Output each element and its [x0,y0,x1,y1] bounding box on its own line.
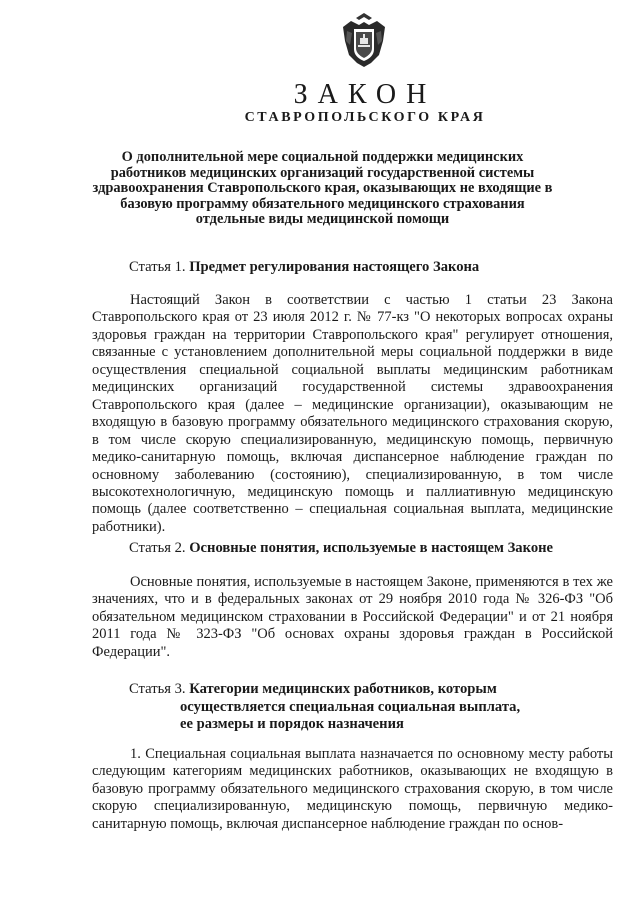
article-1-name: Предмет регулирования настоящего Закона [189,259,480,275]
article-3-name-line-1: Категории медицинских работников, которым [189,681,497,697]
article-3-heading [129,681,520,734]
law-heading: О дополнительной мере социальной поддержки медицинских работников медицинских организаций государственной системы здравоохранения Ставропольского края, оказывающих не входящие в базовую программу обязательного медицинского страхования отдельные виды медицинской помощи [92,149,553,228]
article-3-label: Статья 3. [129,681,186,697]
law-title: ЗАКОН [293,79,437,110]
article-2-label: Статья 2. [129,540,186,556]
article-3-name-line-3: ее размеры и порядок назначения [180,716,404,732]
article-2-heading [129,540,553,557]
region-name: СТАВРОПОЛЬСКОГО КРАЯ [244,110,486,125]
article-2-name: Основные понятия, используемые в настоящем Законе [189,540,553,556]
article-1-text: Настоящий Закон в соответствии с частью 1 статьи 23 Закона Ставропольского края от 23 июля 2012 г. № 77-кз "О некоторых вопросах охраны здоровья граждан на территории Ставропольского края" регулирует отношения, связанные с установлением дополнительной меры социальной поддержки в виде осуществления специальной социальной выплаты медицинским работникам медицинских организаций государственной системы здравоохранения Ставропольского края (далее – медицинские организации), оказывающим не входящую в базовую программу обязательного медицинского страхования скорую, в том числе скорую специализированную, медицинскую помощь, первичную медико-санитарную помощь, включая диспансерное наблюдение граждан по основному заболеванию (состоянию), специализированную, в том числе высокотехнологичную, медицинскую помощь и паллиативную медицинскую помощь (далее соответственно – специальная социальная выплата, медицинские работники). [92,292,613,535]
article-3-text: 1. Специальная социальная выплата назначается по основному месту работы следующим категориям медицинских работников, оказывающих не входящую в базовую программу обязательного медицинского страхования скорую, в том числе скорую специализированную, медицинскую помощь, первичную медико-санитарную помощь, включая диспансерное наблюдение граждан по основ- [92,746,613,832]
article-1-heading [129,259,479,276]
coat-of-arms-emblem [339,11,389,69]
article-2-text: Основные понятия, используемые в настоящем Законе, применяются в тех же значениях, что и в федеральных законах от 29 ноября 2010 года № 326-ФЗ "Об обязательном медицинском страховании в Российской Федерации" и от 21 ноября 2011 года № 323-ФЗ "Об основах охраны здоровья граждан в Российской Федерации". [92,574,613,660]
article-3-name-line-2: осуществляется специальная социальная выплата, [180,698,521,715]
article-1-label: Статья 1. [129,259,186,275]
